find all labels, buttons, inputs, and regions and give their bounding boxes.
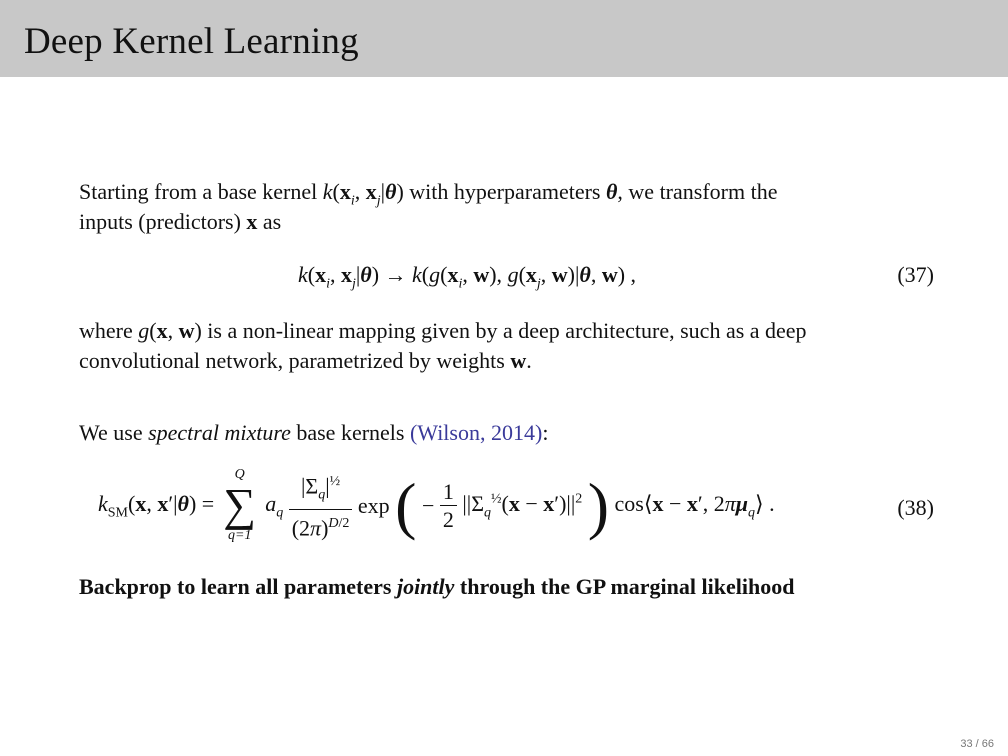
mapping-text-2: is a non-linear mapping given by a deep architecture, such as a deep [207,318,807,343]
mapping-text-4: . [526,348,532,373]
equation-37-number: (37) [897,262,934,287]
mapping-text-3: convolutional network, parametrized by weights [79,348,505,373]
base-kernel-math: $k(x_i$, $x_j|\theta$) [322,179,404,209]
intro-paragraph-line2 [79,207,281,237]
backprop-text-1: Backprop to learn all parameters [79,574,392,599]
inputs-x-math: x [246,209,258,234]
mapping-paragraph-line1 [79,316,807,346]
intro-text-1: Starting from a base kernel [79,179,318,204]
citation-link[interactable]: (Wilson, 2014) [409,420,543,445]
mapping-paragraph-line2 [79,346,532,376]
intro-text-4: inputs (predictors) [79,209,241,234]
fraction-sigma: $\frac{|\Sigma_q|^{\frac{1}{2}}}{(2\pi)^{D/2}}$ [289,469,353,542]
title-bar [0,0,1008,77]
mapping-text-1: where [79,318,133,343]
intro-text-5: as [262,209,282,234]
backprop-text-2: through the GP marginal likelihood [459,574,795,599]
intro-text-3: , we transform the [617,179,778,204]
intro-text-2: with hyperparameters [409,179,601,204]
sm-text-3: : [542,420,549,445]
theta-math: θ [606,179,618,204]
summation-symbol: Q ∑ q=1 [223,467,257,543]
sm-text-2: base kernels [296,420,405,445]
mapping-math: g(x, w) [138,318,202,343]
equation-38: $k_{SM}(x$, x′|θ) = Q ∑ q=1 $a_q$ $\frac{|\Sigma_q|^{\frac{1}{2}}}{(2\pi)^{D/2}}$ exp ( − $\frac{1}{2}$ $||\Sigma_q^{\frac{1}{2}}(x - x')||^2$ ) cos⟨x − x′, $2\pi\mu_q⟩$ . [98,467,775,543]
sm-text-1: We use [79,420,143,445]
backprop-emphasis: jointly [396,574,455,599]
slide-title: Deep Kernel Learning [24,21,359,62]
equation-38-number: (38) [897,495,934,520]
sm-emphasis: spectral mixture [148,420,291,445]
equation-37: $k(x_i$, $x_j|\theta) \to k(g(x_i$, w), $g(x_j$, w)|θ, w) , [298,262,637,292]
weights-w-math: w [510,348,527,373]
spectral-mixture-line [79,418,548,448]
page-number: 33 / 66 [960,738,994,750]
fraction-half: $\frac{1}{2}$ [440,479,457,534]
backprop-line [79,572,794,602]
